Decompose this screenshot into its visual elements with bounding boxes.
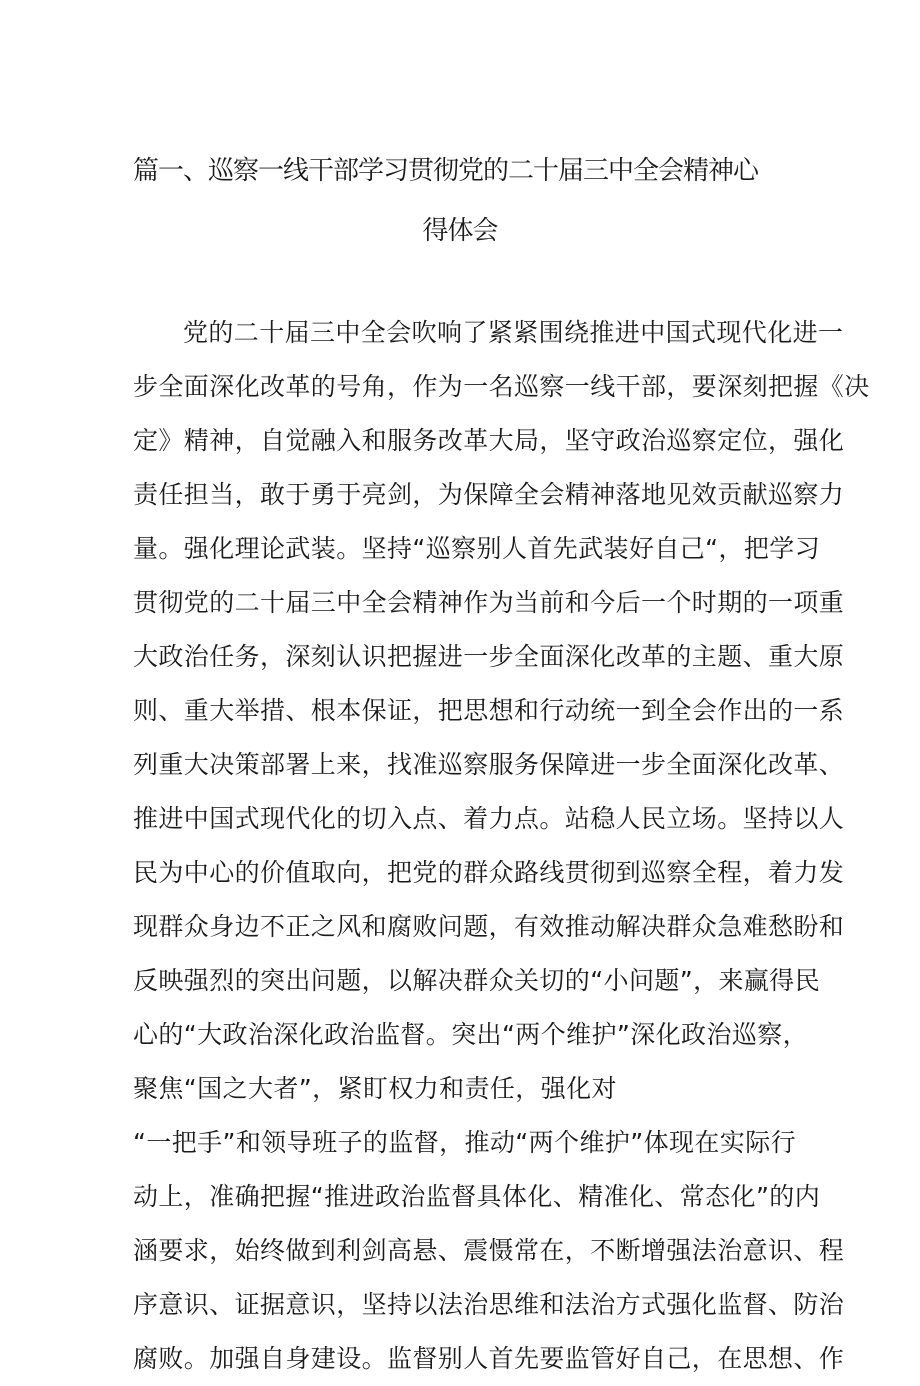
body-line: 大政治任务，深刻认识把握进一步全面深化改革的主题、重大原 (133, 642, 845, 671)
body-line: 责任担当，敢于勇于亮剑，为保障全会精神落地见效贡献巡察力 (133, 480, 845, 509)
body-line: 贯彻党的二十届三中全会精神作为当前和今后一个时期的一项重 (133, 588, 845, 617)
body-line: 定》精神，自觉融入和服务改革大局，坚守政治巡察定位，强化 (133, 426, 845, 455)
body-line: 涵要求，始终做到利剑高悬、震慑常在，不断增强法治意识、程 (133, 1236, 845, 1265)
body-line: 心的“大政治深化政治监督。突出“两个维护”深化政治巡察， (133, 1020, 809, 1049)
document-title-line-1: 篇一、巡察一线干部学习贯彻党的二十届三中全会精神心 (133, 156, 759, 186)
body-line: 量。强化理论武装。坚持“巡察别人首先武装好自己“，把学习 (133, 534, 821, 563)
body-line: 腐败。加强自身建设。监督别人首先要监管好自己，在思想、作 (133, 1344, 845, 1373)
document-body (133, 306, 870, 1386)
body-line: 动上，准确把握“推进政治监督具体化、精准化、常态化”的内 (133, 1182, 821, 1211)
body-line: 现群众身边不正之风和腐败问题，有效推动解决群众急难愁盼和 (133, 912, 845, 941)
document-title-line-2: 得体会 (422, 216, 498, 246)
body-line: 党的二十届三中全会吹响了紧紧围绕推进中国式现代化进一 (183, 318, 844, 347)
body-line: 反映强烈的突出问题，以解决群众关切的“小问题”，来赢得民 (133, 966, 821, 995)
body-line: 步全面深化改革的号角，作为一名巡察一线干部，要深刻把握《决 (133, 372, 870, 401)
body-line: 列重大决策部署上来，找准巡察服务保障进一步全面深化改革、 (133, 750, 845, 779)
body-line: 则、重大举措、根本保证，把思想和行动统一到全会作出的一系 (133, 696, 845, 725)
body-line: 序意识、证据意识，坚持以法治思维和法治方式强化监督、防治 (133, 1290, 845, 1319)
body-line: 推进中国式现代化的切入点、着力点。站稳人民立场。坚持以人 (133, 804, 845, 833)
body-line: 民为中心的价值取向，把党的群众路线贯彻到巡察全程，着力发 (133, 858, 845, 887)
body-line: 聚焦“国之大者”，紧盯权力和责任，强化对 (133, 1074, 617, 1103)
body-line: “一把手”和领导班子的监督，推动“两个维护”体现在实际行 (133, 1128, 797, 1157)
